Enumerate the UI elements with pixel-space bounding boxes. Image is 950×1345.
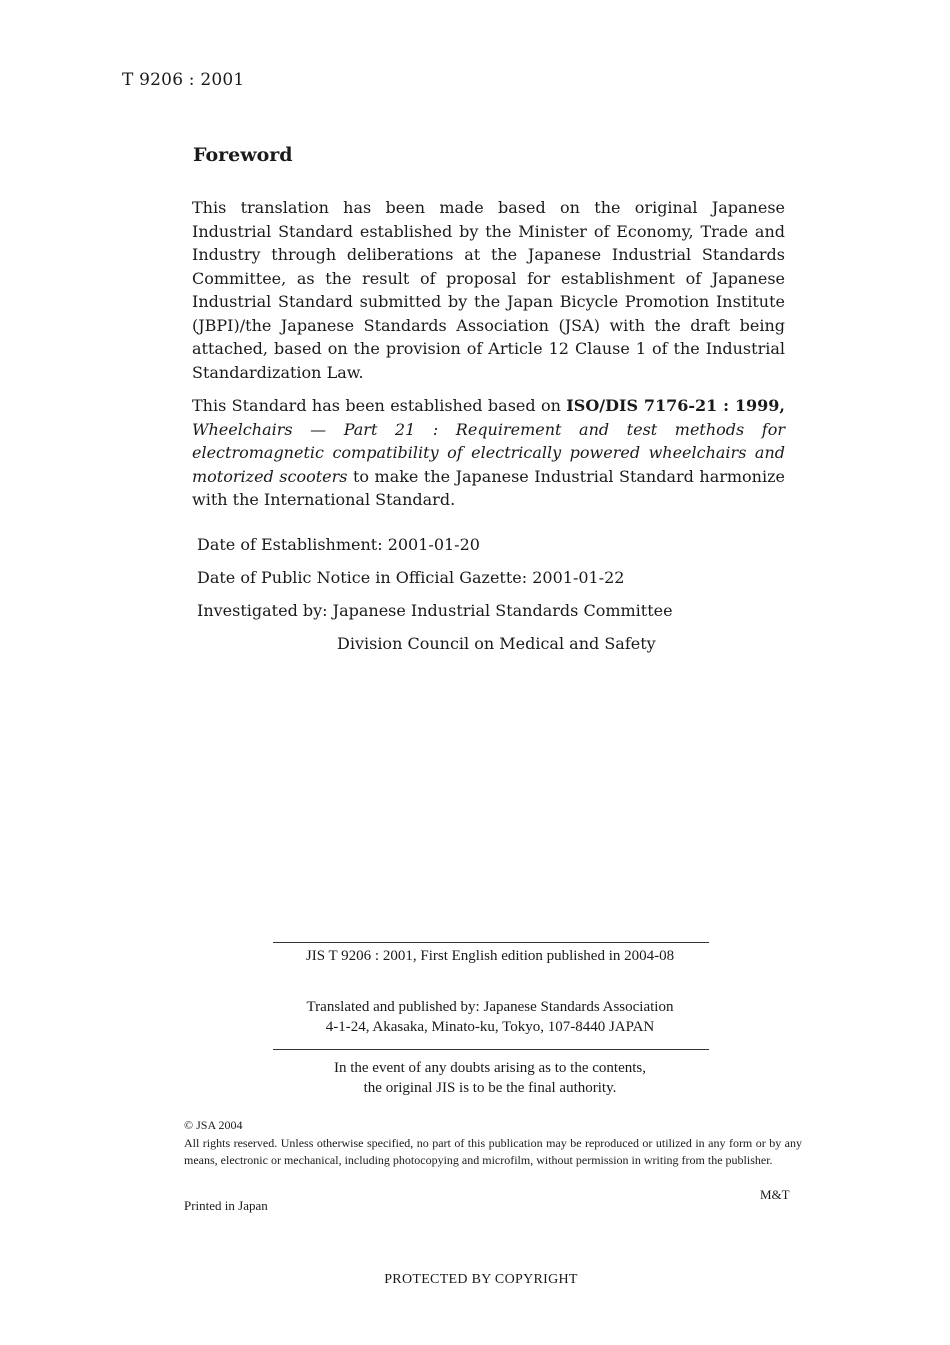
copyright-watermark: PROTECTED BY COPYRIGHT xyxy=(384,1272,578,1287)
iso-title: Wheelchairs — Part 21 : Requirement and test methods for electromagnetic compatibility of electrically powered wheelchairs and motorized scooters xyxy=(192,419,785,486)
printed-in: Printed in Japan xyxy=(184,1198,268,1213)
date-of-establishment: Date of Establishment: 2001-01-20 xyxy=(197,535,480,554)
divider-top xyxy=(273,942,709,943)
foreword-paragraph-1: This translation has been made based on the original Japanese Industrial Standard established by the Minister of Economy, Trade and Industry through deliberations at the Japanese Industrial Standards Committee, as the result of proposal for establishment of Japanese Industrial Standard submitted by the Japan Bicycle Promotion Institute (JBPI)/the Japanese Standards Association (JSA) with the draft being attached, based on the provision of Article 12 Clause 1 of the Industrial Standardization Law. xyxy=(192,198,785,382)
publisher-line-2: 4-1-24, Akasaka, Minato-ku, Tokyo, 107-8440 JAPAN xyxy=(325,1019,655,1035)
document-code: T 9206 : 2001 xyxy=(122,70,245,90)
foreword-paragraph-2 xyxy=(192,394,785,512)
printer-code: M&T xyxy=(760,1187,790,1202)
investigated-by: Investigated by: Japanese Industrial Standards Committee xyxy=(197,601,673,620)
paragraph-2-lead: This Standard has been established based on xyxy=(192,396,567,415)
authority-note xyxy=(260,1058,720,1098)
foreword-heading: Foreword xyxy=(193,144,293,166)
iso-reference: ISO/DIS 7176-21 : 1999, xyxy=(566,396,786,415)
authority-line-2: the original JIS is to be the final authority. xyxy=(363,1080,617,1096)
paragraph-2-tail: to make the Japanese Industrial Standard harmonize with the International Standard. xyxy=(192,466,785,509)
divider-bottom xyxy=(273,1049,709,1050)
investigated-by-division: Division Council on Medical and Safety xyxy=(337,634,656,653)
authority-line-1: In the event of any doubts arising as to the contents, xyxy=(333,1060,646,1076)
publisher-line-1: Translated and published by: Japanese Standards Association xyxy=(306,999,674,1015)
publisher-info xyxy=(260,997,720,1037)
copyright-notice: © JSA 2004 xyxy=(184,1118,243,1132)
date-of-public-notice: Date of Public Notice in Official Gazette: 2001-01-22 xyxy=(197,568,625,587)
edition-info: JIS T 9206 : 2001, First English edition published in 2004-08 xyxy=(305,948,675,964)
rights-statement: All rights reserved. Unless otherwise specified, no part of this publication may be reproduced or utilized in any form or by any means, electronic or mechanical, including photocopying and microfilm, without permission in writing from the publisher. xyxy=(184,1136,802,1167)
